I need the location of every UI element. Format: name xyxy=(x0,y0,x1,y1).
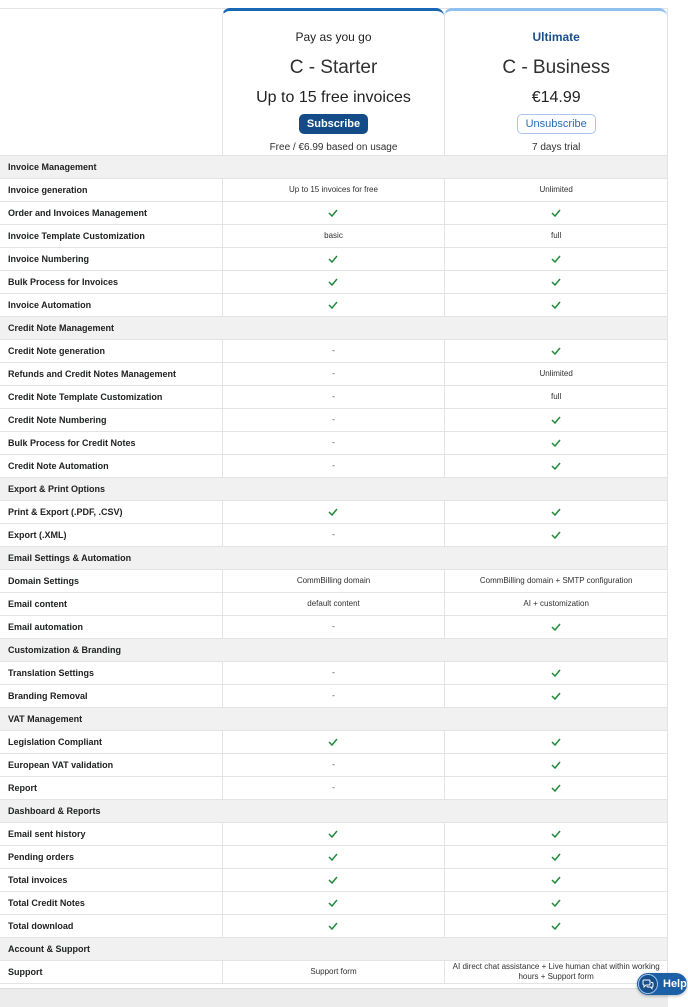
checkmark-icon xyxy=(444,202,667,224)
section-title: Dashboard & Reports xyxy=(8,806,101,816)
section-filler xyxy=(222,708,445,730)
feature-label: Domain Settings xyxy=(8,576,80,586)
checkmark-icon xyxy=(444,294,667,316)
checkmark-icon xyxy=(222,271,445,293)
feature-row xyxy=(0,684,668,707)
section-filler xyxy=(222,317,445,339)
feature-row xyxy=(0,891,668,914)
feature-label: Branding Removal xyxy=(8,691,88,701)
plans-header xyxy=(0,8,668,155)
feature-rows xyxy=(0,155,668,984)
chat-icon xyxy=(638,974,658,994)
section-filler xyxy=(222,478,445,500)
feature-row xyxy=(0,339,668,362)
section-filler xyxy=(444,938,667,960)
feature-value: AI direct chat assistance + Live human chat within working hours + Support form xyxy=(444,961,667,983)
feature-label: European VAT validation xyxy=(8,760,114,770)
section-filler xyxy=(444,478,667,500)
feature-label: Order and Invoices Management xyxy=(8,208,148,218)
section-row xyxy=(0,707,668,730)
feature-row xyxy=(0,270,668,293)
feature-label: Email sent history xyxy=(8,829,86,839)
plan-business xyxy=(444,8,667,155)
feature-row xyxy=(0,592,668,615)
feature-label: Bulk Process for Credit Notes xyxy=(8,438,136,448)
checkmark-icon xyxy=(444,616,667,638)
feature-label: Total Credit Notes xyxy=(8,898,85,908)
feature-row xyxy=(0,523,668,546)
checkmark-icon xyxy=(444,340,667,362)
section-filler xyxy=(444,156,667,178)
checkmark-icon xyxy=(222,294,445,316)
plan-note: Free / €6.99 based on usage xyxy=(269,142,398,153)
section-title: Email Settings & Automation xyxy=(8,553,132,563)
feature-value: - xyxy=(222,386,445,408)
feature-label: Pending orders xyxy=(8,852,75,862)
feature-row xyxy=(0,914,668,937)
plan-name: C - Business xyxy=(502,57,611,78)
checkmark-icon xyxy=(444,524,667,546)
checkmark-icon xyxy=(444,409,667,431)
feature-row xyxy=(0,661,668,684)
feature-row xyxy=(0,868,668,891)
section-row xyxy=(0,155,668,178)
section-filler xyxy=(222,938,445,960)
help-button[interactable] xyxy=(637,973,687,995)
header-blank-cell xyxy=(0,9,222,155)
feature-row xyxy=(0,960,668,984)
feature-value: - xyxy=(222,409,445,431)
feature-value: - xyxy=(222,685,445,707)
feature-label: Invoice Automation xyxy=(8,300,92,310)
feature-value: - xyxy=(222,662,445,684)
feature-label: Email automation xyxy=(8,622,84,632)
pricing-table xyxy=(0,8,668,984)
checkmark-icon xyxy=(222,248,445,270)
section-filler xyxy=(444,800,667,822)
checkmark-icon xyxy=(222,846,445,868)
plan-note: 7 days trial xyxy=(532,142,581,153)
checkmark-icon xyxy=(444,777,667,799)
feature-row xyxy=(0,293,668,316)
feature-row xyxy=(0,776,668,799)
feature-value: - xyxy=(222,754,445,776)
checkmark-icon xyxy=(444,662,667,684)
help-label: Help xyxy=(663,978,687,990)
feature-value: basic xyxy=(222,225,445,247)
checkmark-icon xyxy=(222,731,445,753)
plan-price: Up to 15 free invoices xyxy=(256,89,411,106)
feature-row xyxy=(0,615,668,638)
checkmark-icon xyxy=(444,754,667,776)
section-filler xyxy=(444,708,667,730)
feature-row xyxy=(0,201,668,224)
feature-label: Report xyxy=(8,783,37,793)
section-title: Customization & Branding xyxy=(8,645,121,655)
section-title: Credit Note Management xyxy=(8,323,115,333)
checkmark-icon xyxy=(222,915,445,937)
feature-label: Export (.XML) xyxy=(8,530,67,540)
checkmark-icon xyxy=(444,731,667,753)
checkmark-icon xyxy=(444,869,667,891)
checkmark-icon xyxy=(222,869,445,891)
checkmark-icon xyxy=(444,271,667,293)
feature-value: Unlimited xyxy=(444,179,667,201)
section-filler xyxy=(222,547,445,569)
section-row xyxy=(0,937,668,960)
feature-label: Total download xyxy=(8,921,74,931)
section-row xyxy=(0,546,668,569)
feature-label: Legislation Compliant xyxy=(8,737,103,747)
feature-row xyxy=(0,822,668,845)
checkmark-icon xyxy=(222,501,445,523)
feature-value: Support form xyxy=(222,961,445,983)
feature-row xyxy=(0,753,668,776)
section-row xyxy=(0,316,668,339)
checkmark-icon xyxy=(222,892,445,914)
section-filler xyxy=(444,317,667,339)
feature-label: Bulk Process for Invoices xyxy=(8,277,119,287)
plan-price: €14.99 xyxy=(531,89,581,106)
feature-row xyxy=(0,431,668,454)
feature-value: - xyxy=(222,777,445,799)
section-title: Invoice Management xyxy=(8,162,97,172)
feature-label: Refunds and Credit Notes Management xyxy=(8,369,177,379)
subscribe-button[interactable]: Subscribe xyxy=(299,114,368,134)
feature-label: Credit Note Template Customization xyxy=(8,392,163,402)
feature-row xyxy=(0,385,668,408)
section-title: Export & Print Options xyxy=(8,484,106,494)
feature-row xyxy=(0,178,668,201)
checkmark-icon xyxy=(444,915,667,937)
feature-value: full xyxy=(444,225,667,247)
feature-row xyxy=(0,224,668,247)
checkmark-icon xyxy=(444,685,667,707)
checkmark-icon xyxy=(222,823,445,845)
feature-label: Total invoices xyxy=(8,875,68,885)
feature-label: Invoice Numbering xyxy=(8,254,90,264)
feature-label: Print & Export (.PDF, .CSV) xyxy=(8,507,123,517)
feature-row xyxy=(0,454,668,477)
section-filler xyxy=(222,639,445,661)
feature-value: - xyxy=(222,616,445,638)
section-row xyxy=(0,799,668,822)
checkmark-icon xyxy=(444,455,667,477)
plan-starter xyxy=(222,8,445,155)
footer-bar xyxy=(0,988,668,1007)
feature-value: Unlimited xyxy=(444,363,667,385)
feature-row xyxy=(0,408,668,431)
feature-row xyxy=(0,247,668,270)
feature-value: - xyxy=(222,524,445,546)
section-filler xyxy=(222,156,445,178)
feature-label: Credit Note generation xyxy=(8,346,106,356)
unsubscribe-button[interactable]: Unsubscribe xyxy=(517,114,596,134)
feature-value: CommBilling domain + SMTP configuration xyxy=(444,570,667,592)
section-title: Account & Support xyxy=(8,944,90,954)
section-title: VAT Management xyxy=(8,714,83,724)
checkmark-icon xyxy=(444,248,667,270)
feature-value: - xyxy=(222,340,445,362)
feature-label: Invoice generation xyxy=(8,185,88,195)
feature-label: Credit Note Automation xyxy=(8,461,109,471)
section-filler xyxy=(444,639,667,661)
feature-value: - xyxy=(222,432,445,454)
section-filler xyxy=(222,800,445,822)
feature-value: Up to 15 invoices for free xyxy=(222,179,445,201)
feature-value: full xyxy=(444,386,667,408)
plan-name: C - Starter xyxy=(289,57,378,78)
checkmark-icon xyxy=(222,202,445,224)
feature-label: Credit Note Numbering xyxy=(8,415,107,425)
checkmark-icon xyxy=(444,846,667,868)
feature-value: CommBilling domain xyxy=(222,570,445,592)
checkmark-icon xyxy=(444,501,667,523)
section-filler xyxy=(444,547,667,569)
feature-row xyxy=(0,500,668,523)
checkmark-icon xyxy=(444,892,667,914)
plan-type: Ultimate xyxy=(532,30,580,44)
feature-value: AI + customization xyxy=(444,593,667,615)
feature-row xyxy=(0,362,668,385)
section-row xyxy=(0,638,668,661)
feature-row xyxy=(0,730,668,753)
feature-value: - xyxy=(222,455,445,477)
feature-row xyxy=(0,569,668,592)
checkmark-icon xyxy=(444,823,667,845)
plan-type: Pay as you go xyxy=(295,30,372,44)
section-row xyxy=(0,477,668,500)
checkmark-icon xyxy=(444,432,667,454)
feature-label: Invoice Template Customization xyxy=(8,231,145,241)
feature-label: Translation Settings xyxy=(8,668,95,678)
feature-value: default content xyxy=(222,593,445,615)
feature-label: Email content xyxy=(8,599,68,609)
feature-row xyxy=(0,845,668,868)
feature-label: Support xyxy=(8,967,43,977)
feature-value: - xyxy=(222,363,445,385)
